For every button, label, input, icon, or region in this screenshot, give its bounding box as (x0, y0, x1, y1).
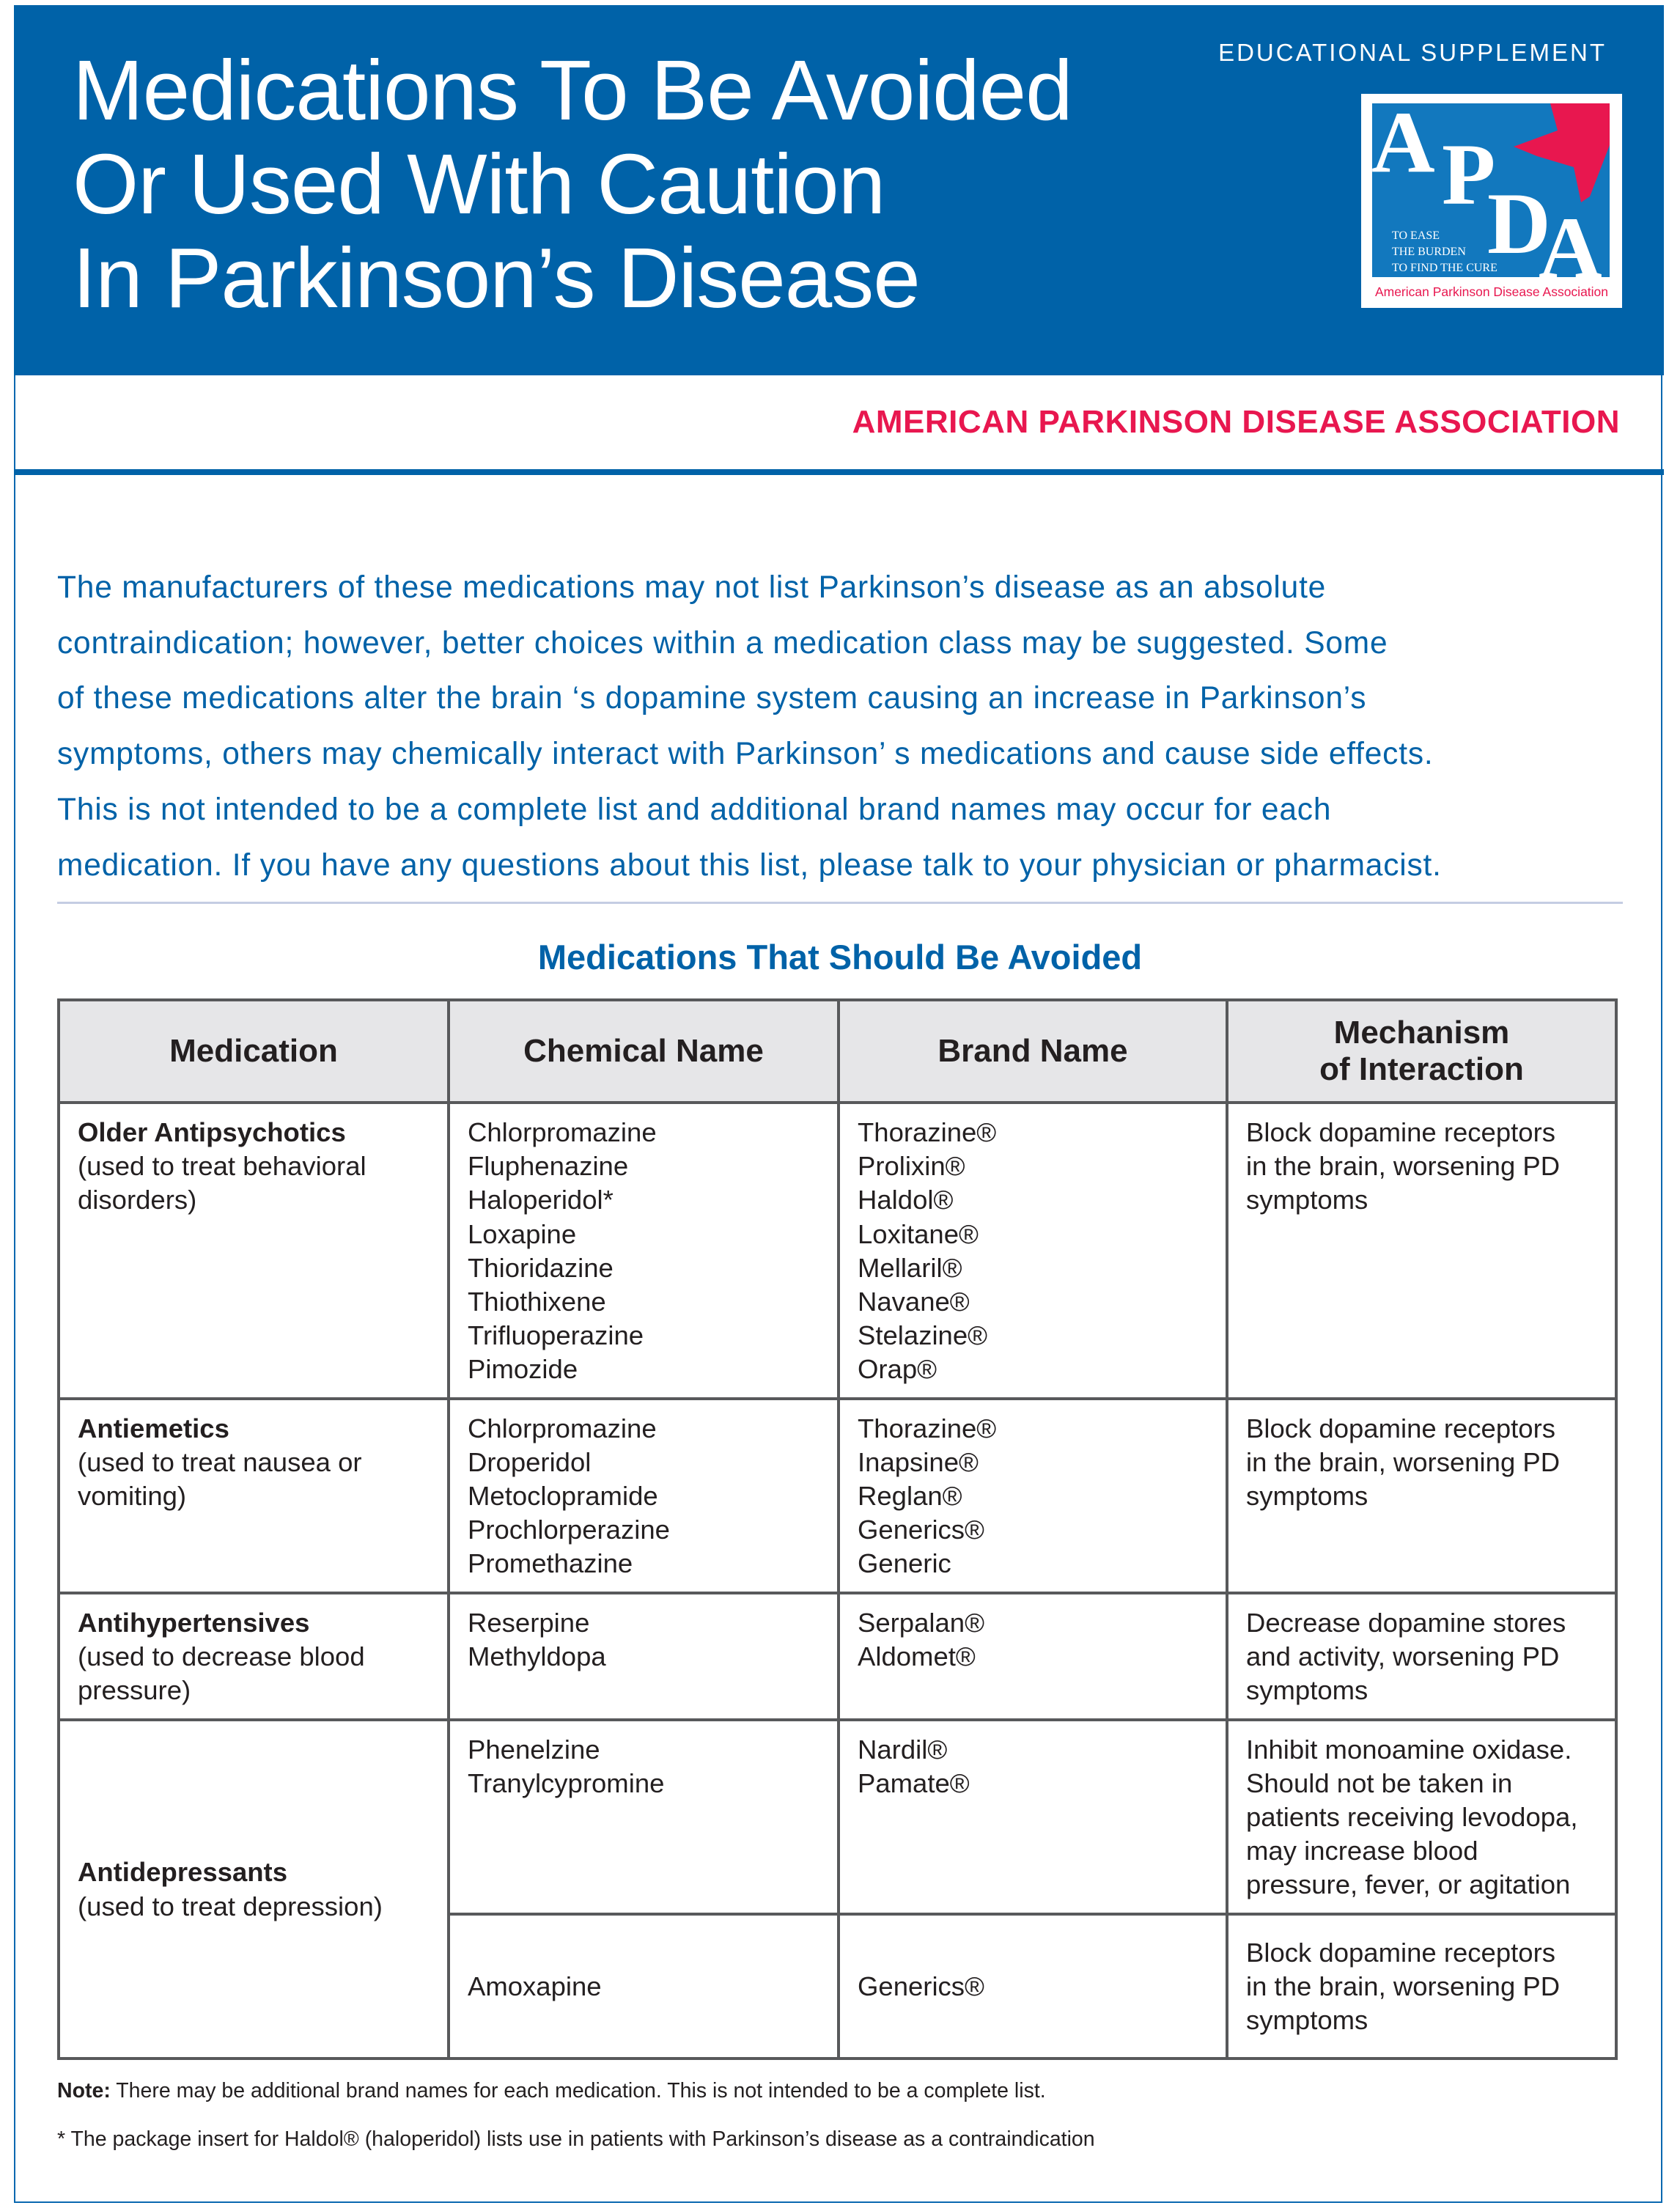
logo-letter-p: P (1442, 125, 1496, 223)
chemical-name-cell (449, 1593, 839, 1720)
mechanism-cell (1227, 1720, 1616, 1914)
brand-name-cell (839, 1720, 1227, 1914)
intro-line: The manufacturers of these medications may not list Parkinson’s disease as an absolute (57, 570, 1327, 605)
medication-use-note: vomiting) (78, 1481, 187, 1512)
medication-use-note: disorders) (78, 1185, 197, 1215)
brand-name-cell-line: Prolixin® (858, 1151, 965, 1182)
column-header-medication: Medication (59, 1000, 449, 1103)
mechanism-cell-line: in the brain, worsening PD (1246, 1151, 1561, 1182)
brand-name-cell-line: Mellaril® (858, 1252, 962, 1283)
column-header-mechanism (1227, 1000, 1616, 1103)
logo-tagline: THE BURDEN (1392, 246, 1466, 258)
medication-category-cell (59, 1399, 449, 1593)
intro-line: symptoms, others may chemically interact with Parkinson’ s medications and cause side effects. (57, 737, 1434, 772)
note (57, 2079, 1046, 2103)
chemical-name-cell (449, 1103, 839, 1399)
chemical-name-cell (449, 1720, 839, 1914)
mechanism-cell-line: symptoms (1246, 1481, 1368, 1512)
chemical-name-cell-line: Trifluoperazine (468, 1320, 644, 1351)
brand-name-cell-line: Pamate® (858, 1767, 970, 1798)
brand-name-cell-line: Inapsine® (858, 1446, 979, 1477)
medications-table (57, 998, 1618, 2060)
chemical-name-cell-line: Methyldopa (468, 1641, 606, 1671)
organization-name: AMERICAN PARKINSON DISEASE ASSOCIATION (852, 404, 1620, 440)
brand-name-cell-line: Haldol® (858, 1185, 954, 1215)
medication-use-note: (used to treat nausea or (78, 1446, 362, 1477)
chemical-name-cell-line: Pimozide (468, 1354, 578, 1385)
mechanism-cell-line: Block dopamine receptors (1246, 1413, 1555, 1443)
column-header-brand-name: Brand Name (839, 1000, 1227, 1103)
intro-line: This is not intended to be a complete list and additional brand names may occur for each (57, 792, 1332, 827)
chemical-name-cell (449, 1914, 839, 2059)
logo-tagline: TO EASE (1392, 229, 1440, 242)
mechanism-cell-line: symptoms (1246, 1185, 1368, 1215)
chemical-name-cell-line: Tranylcypromine (468, 1767, 665, 1798)
medication-category: Antidepressants (78, 1857, 287, 1888)
medication-category: Older Antipsychotics (78, 1117, 346, 1147)
brand-name-cell (839, 1103, 1227, 1399)
mechanism-cell-line: Should not be taken in (1246, 1767, 1513, 1798)
column-header-line: of Interaction (1319, 1051, 1524, 1087)
mechanism-cell-line: in the brain, worsening PD (1246, 1971, 1561, 2002)
mechanism-cell-line: Block dopamine receptors (1246, 1117, 1555, 1147)
supplement-label: EDUCATIONAL SUPPLEMENT (1218, 39, 1607, 66)
chemical-name-cell-line: Loxapine (468, 1218, 577, 1249)
mechanism-cell (1227, 1103, 1616, 1399)
mechanism-cell-line: Inhibit monoamine oxidase. (1246, 1734, 1572, 1765)
intro-line: medication. If you have any questions about this list, please talk to your physician or pharmacist. (57, 847, 1442, 883)
chemical-name-cell-line: Fluphenazine (468, 1151, 629, 1182)
page-title (73, 43, 1072, 325)
chemical-name-cell-line: Haloperidol* (468, 1185, 614, 1215)
column-header-line: Mechanism (1333, 1015, 1510, 1051)
title-line: In Parkinson’s Disease (73, 230, 920, 325)
note-text: There may be additional brand names for each medication. This is not intended to be a complete list. (110, 2079, 1046, 2103)
medication-use-note: pressure) (78, 1675, 191, 1706)
table-row (59, 1593, 1616, 1720)
footnote: * The package insert for Haldol® (haloperidol) lists use in patients with Parkinson’s disease as a contraindication (57, 2127, 1095, 2151)
chemical-name-cell-line: Prochlorperazine (468, 1515, 670, 1545)
mechanism-cell (1227, 1399, 1616, 1593)
brand-name-cell-line: Thorazine® (858, 1117, 997, 1147)
brand-name-cell-line: Aldomet® (858, 1641, 976, 1671)
brand-name-cell-line: Orap® (858, 1354, 937, 1385)
intro-paragraph (57, 560, 1633, 893)
mechanism-cell-line: pressure, fever, or agitation (1246, 1869, 1571, 1900)
medication-category: Antiemetics (78, 1413, 229, 1443)
brand-name-cell-line: Reglan® (858, 1481, 962, 1512)
medication-use-note: (used to treat depression) (78, 1891, 383, 1921)
mechanism-cell-line: symptoms (1246, 1675, 1368, 1706)
title-line: Medications To Be Avoided (73, 43, 1072, 138)
column-header-chemical-name: Chemical Name (449, 1000, 839, 1103)
mechanism-cell-line: patients receiving levodopa, (1246, 1802, 1578, 1833)
chemical-name-cell-line: Reserpine (468, 1607, 590, 1638)
mechanism-cell (1227, 1914, 1616, 2059)
brand-name-cell-line: Generics® (858, 1971, 984, 2002)
chemical-name-cell-line: Chlorpromazine (468, 1117, 657, 1147)
mechanism-cell-line: may increase blood (1246, 1836, 1478, 1866)
brand-name-cell-line: Nardil® (858, 1734, 948, 1765)
chemical-name-cell-line: Thioridazine (468, 1252, 614, 1283)
brand-name-cell-line: Generics® (858, 1515, 984, 1545)
brand-name-cell-line: Serpalan® (858, 1607, 985, 1638)
chemical-name-cell-line: Amoxapine (468, 1971, 602, 2002)
table-header-row (59, 1000, 1616, 1103)
table-row (59, 1103, 1616, 1399)
title-line: Or Used With Caution (73, 136, 885, 232)
mechanism-cell-line: in the brain, worsening PD (1246, 1446, 1561, 1477)
table-row (59, 1720, 1616, 1914)
chemical-name-cell-line: Thiothixene (468, 1287, 606, 1317)
header-divider-band (14, 469, 1664, 475)
logo-letter-a1: A (1371, 94, 1435, 191)
logo-caption: American Parkinson Disease Association (1374, 284, 1609, 299)
mechanism-cell-line: symptoms (1246, 2005, 1368, 2036)
chemical-name-cell-line: Metoclopramide (468, 1481, 658, 1512)
medication-use-note: (used to decrease blood (78, 1641, 365, 1671)
medication-category-cell (59, 1720, 449, 2059)
medication-category-cell (59, 1103, 449, 1399)
brand-name-cell-line: Stelazine® (858, 1320, 988, 1351)
mechanism-cell (1227, 1593, 1616, 1720)
mechanism-cell-line: Decrease dopamine stores (1246, 1607, 1566, 1638)
logo-letter-d: D (1487, 174, 1551, 272)
brand-name-cell-line: Generic (858, 1548, 951, 1579)
intro-line: of these medications alter the brain ‘s dopamine system causing an increase in Parkinson’s (57, 681, 1367, 716)
mechanism-cell-line: and activity, worsening PD (1246, 1641, 1560, 1671)
apda-logo (1361, 94, 1622, 308)
brand-name-cell-line: Loxitane® (858, 1218, 979, 1249)
logo-letter-a2: A (1539, 199, 1602, 296)
mechanism-cell-line: Block dopamine receptors (1246, 1937, 1555, 1968)
chemical-name-cell-line: Promethazine (468, 1548, 633, 1579)
logo-tagline: TO FIND THE CURE (1392, 262, 1497, 274)
note-label: Note: (57, 2079, 111, 2103)
chemical-name-cell-line: Phenelzine (468, 1734, 600, 1765)
intro-line: contraindication; however, better choices within a medication class may be suggested. Some (57, 625, 1388, 661)
brand-name-cell (839, 1593, 1227, 1720)
chemical-name-cell (449, 1399, 839, 1593)
medication-category: Antihypertensives (78, 1607, 310, 1638)
chemical-name-cell-line: Chlorpromazine (468, 1413, 657, 1443)
table-row (59, 1399, 1616, 1593)
chemical-name-cell-line: Droperidol (468, 1446, 592, 1477)
medication-use-note: (used to treat behavioral (78, 1151, 366, 1182)
brand-name-cell (839, 1399, 1227, 1593)
section-divider (57, 902, 1623, 904)
medication-category-cell (59, 1593, 449, 1720)
brand-name-cell-line: Navane® (858, 1287, 970, 1317)
brand-name-cell (839, 1914, 1227, 2059)
table-title: Medications That Should Be Avoided (537, 938, 1143, 976)
brand-name-cell-line: Thorazine® (858, 1413, 997, 1443)
